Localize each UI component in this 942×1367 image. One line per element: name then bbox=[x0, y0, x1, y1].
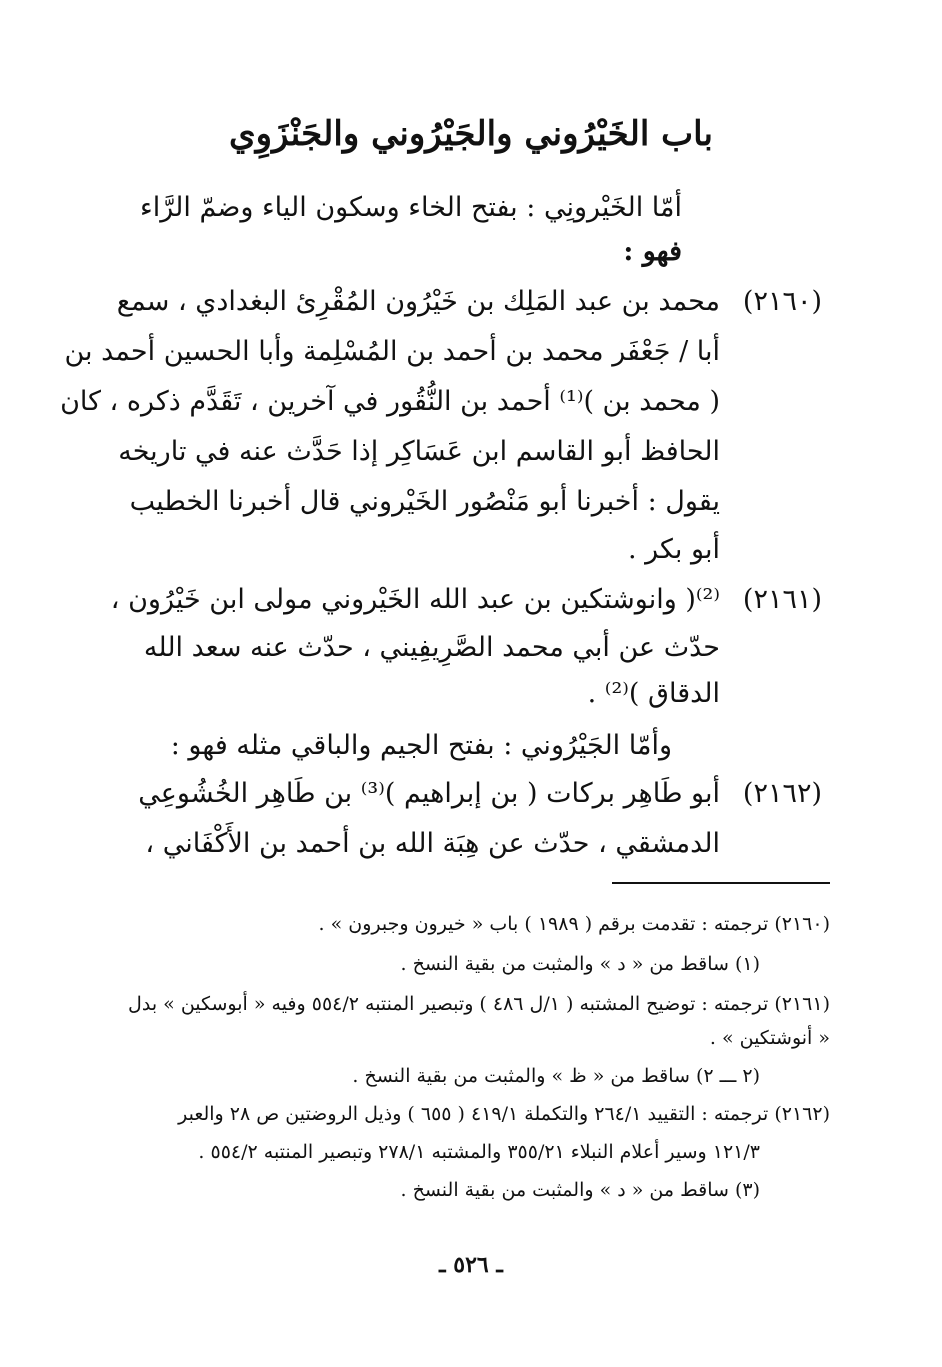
footnote-2162-cont: ١٢١/٣ وسير أعلام النبلاء ٣٥٥/٢١ والمشتبه ٢٧٨/١ وتبصير المنتبه ٥٥٤/٢ . bbox=[198, 1141, 760, 1163]
entry-number-2160: (٢١٦٠) bbox=[742, 286, 822, 317]
footnote-2162: (٢١٦٢) ترجمته : التقييد ٢٦٤/١ والتكملة ٤١٩/١ ( ٦٥٥ ) وذيل الروضتين ص ٢٨ والعبر bbox=[178, 1103, 830, 1125]
footnote-2161: (٢١٦١) ترجمته : توضيح المشتبه ( ١/ل ٤٨٦ ) وتبصير المنتبه ٥٥٤/٢ وفيه « أبوسكين » بدل bbox=[128, 993, 830, 1015]
footnote-2161-cont: « أنوشتكين » . bbox=[709, 1027, 830, 1049]
entry-2162-line-1: أبو طَاهِر بركات ( بن إبراهيم )⁽³⁾ بن طَاهِر الخُشُوعِي bbox=[138, 778, 720, 809]
footnote-2160: (٢١٦٠) ترجمته : تقدمت برقم ( ١٩٨٩ ) باب « خيرون وجبرون » . bbox=[318, 913, 830, 935]
footnote-2: (٢ ـــ ٢) ساقط من « ظ » والمثبت من بقية النسخ . bbox=[352, 1065, 760, 1087]
entry-2161-line-1: ⁽²⁾( وانوشتكين بن عبد الله الخَيْروني مولى ابن خَيْرُون ، bbox=[110, 584, 720, 615]
entry-number-2162: (٢١٦٢) bbox=[742, 778, 822, 809]
entry-2160-line-4: الحافظ أبو القاسم ابن عَسَاكِر إذا حَدَّث عنه في تاريخه bbox=[118, 436, 720, 467]
intro-line-1: أمّا الخَيْرونِي : بفتح الخاء وسكون الياء وضمّ الرَّاء bbox=[140, 192, 682, 223]
entry-number-2161: (٢١٦١) bbox=[742, 584, 822, 615]
entry-2162-line-2: الدمشقي ، حدّث عن هِبَة الله بن أحمد بن الأَكْفَاني ، bbox=[145, 828, 720, 859]
entry-2160-line-6: أبو بكر . bbox=[627, 534, 720, 565]
sub-intro-line: وأمّا الجَيْرُوني : بفتح الجيم والباقي مثله فهو : bbox=[170, 730, 672, 761]
footnote-divider bbox=[612, 882, 830, 884]
page-number: ـ ٥٢٦ ـ bbox=[439, 1252, 503, 1278]
footnote-1: (١) ساقط من « د » والمثبت من بقية النسخ . bbox=[400, 953, 760, 975]
entry-2160-line-1: محمد بن عبد المَلِك بن خَيْرُون المُقْرِئ البغدادي ، سمع bbox=[116, 286, 720, 317]
footnote-3: (٣) ساقط من « د » والمثبت من بقية النسخ . bbox=[400, 1179, 760, 1201]
chapter-title: باب الخَيْرُوني والجَيْرُوني والجَنْزَوِي bbox=[229, 114, 713, 154]
entry-2160-line-5: يقول : أخبرنا أبو مَنْصُور الخَيْروني قال أخبرنا الخطيب bbox=[129, 486, 720, 517]
entry-2160-line-2: أبا / جَعْفَر محمد بن أحمد بن المُسْلِمة وأبا الحسين أحمد بن bbox=[64, 336, 720, 367]
entry-2161-line-3: الدقاق )⁽²⁾ . bbox=[587, 678, 720, 709]
entry-2160-line-3: ( محمد بن )⁽¹⁾ أحمد بن النُّقُور في آخرين ، تَقَدَّم ذكره ، كان bbox=[60, 386, 720, 417]
entry-2161-line-2: حدّث عن أبي محمد الصَّرِيفِيني ، حدّث عنه سعد الله bbox=[143, 632, 720, 663]
intro-line-2: فهو : bbox=[623, 236, 682, 267]
